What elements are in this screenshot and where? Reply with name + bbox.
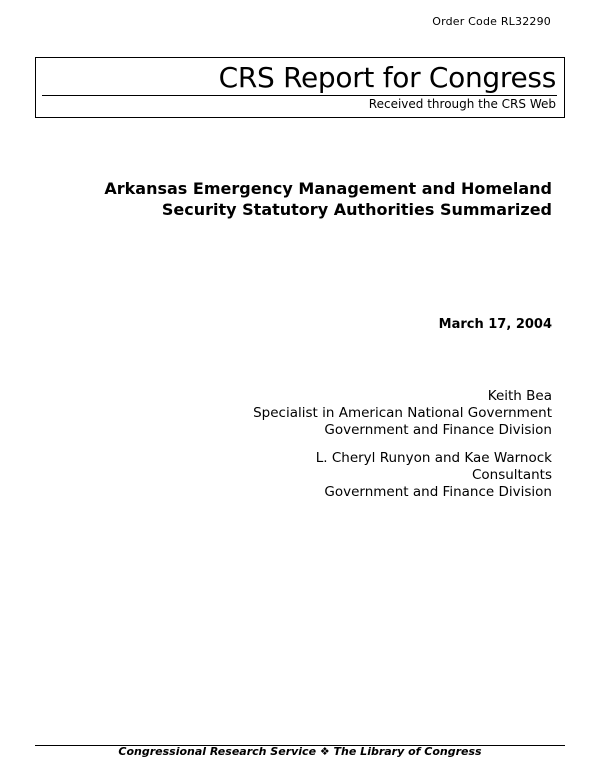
report-title-line-1: Arkansas Emergency Management and Homeland [104, 179, 552, 198]
order-code: Order Code RL32290 [432, 15, 551, 28]
author-division: Government and Finance Division [324, 484, 552, 500]
author-block-2 [316, 450, 552, 501]
report-title-line-2: Security Statutory Authorities Summarized [161, 200, 552, 219]
author-division: Government and Finance Division [324, 422, 552, 438]
author-name: Keith Bea [487, 388, 552, 404]
footer-text: Congressional Research Service ❖ The Library of Congress [118, 745, 482, 758]
report-title [104, 178, 552, 220]
author-block-1 [253, 388, 552, 439]
header-title: CRS Report for Congress [218, 61, 556, 94]
author-name: L. Cheryl Runyon and Kae Warnock [315, 450, 552, 466]
author-position: Consultants [471, 467, 552, 483]
report-date: March 17, 2004 [438, 317, 552, 332]
author-position: Specialist in American National Government [253, 405, 552, 421]
header-subtitle: Received through the CRS Web [368, 97, 556, 111]
